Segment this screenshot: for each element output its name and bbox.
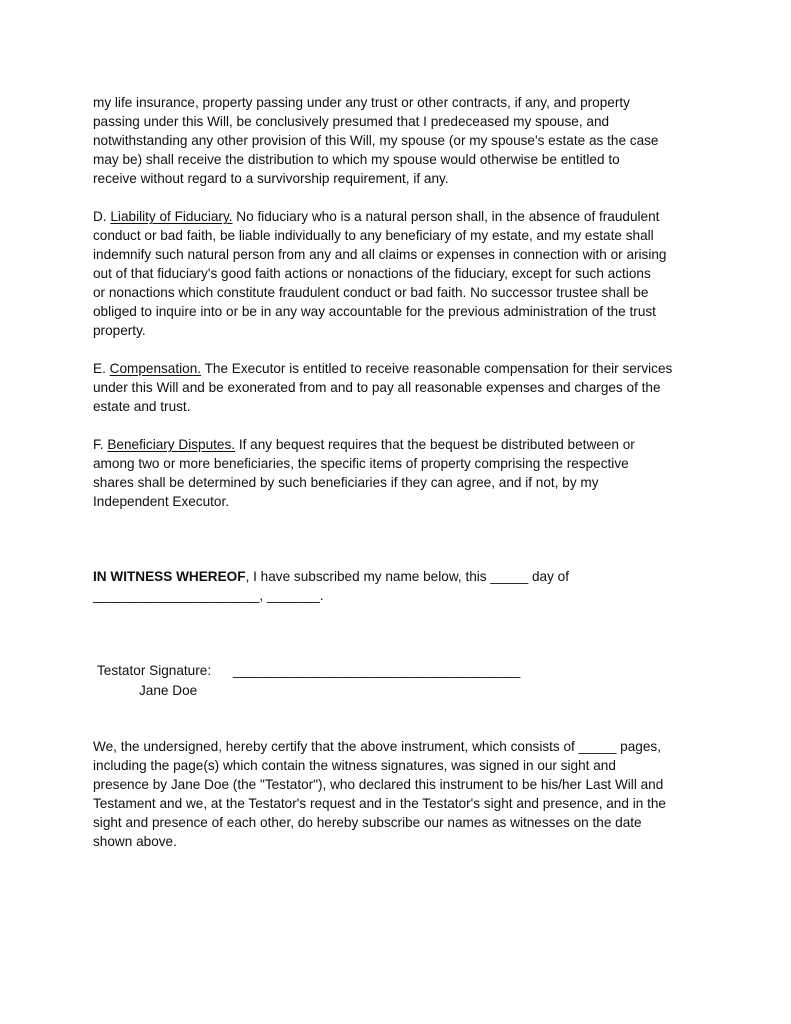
attestation-line: Testament and we, at the Testator's request and in the Testator's sight and presence, and in the [93,796,666,811]
section-e-heading: Compensation. [109,361,202,376]
section-f-prefix: F. [93,437,108,452]
paragraph-line: or nonactions which constitute fraudulent conduct or bad faith. No successor trustee shall be [93,285,649,300]
paragraph-line: Independent Executor. [93,494,230,509]
paragraph-line: conduct or bad faith, be liable individually to any beneficiary of my estate, and my estate shall [93,228,654,243]
section-e-first-line-text: The Executor is entitled to receive reasonable compensation for their services [201,361,673,376]
paragraph-line: among two or more beneficiaries, the specific items of property comprising the respective [93,456,629,471]
paragraph-line: obliged to inquire into or be in any way accountable for the previous administration of the trust [93,304,656,319]
witness-clause-bold: IN WITNESS WHEREOF [93,569,246,584]
section-e-first-line [93,360,672,379]
paragraph-line: out of that fiduciary's good faith actions or nonactions of the fiduciary, except for such actions [93,266,651,281]
section-d-heading: Liability of Fiduciary. [110,209,233,224]
paragraph-line: notwithstanding any other provision of this Will, my spouse (or my spouse's estate as the case [93,133,659,148]
section-f-heading: Beneficiary Disputes. [107,437,236,452]
section-f-first-line [93,436,635,455]
signature-line: ______________________________________ [233,663,521,678]
attestation-line: We, the undersigned, hereby certify that the above instrument, which consists of _____ pages, [93,739,661,754]
attestation-line: presence by Jane Doe (the "Testator"), who declared this instrument to be his/her Last Will and [93,777,664,792]
signer-name: Jane Doe [139,683,198,698]
paragraph-line: passing under this Will, be conclusively presumed that I predeceased my spouse, and [93,114,610,129]
section-f-first-line-text: If any bequest requires that the bequest be distributed between or [235,437,635,452]
paragraph-line: property. [93,323,146,338]
witness-date-line: ______________________, _______. [93,588,324,603]
paragraph-line: indemnify such natural person from any and all claims or expenses in connection with or arising [93,247,667,262]
attestation-line: sight and presence of each other, do hereby subscribe our names as witnesses on the date [93,815,642,830]
section-d-first-line-text: No fiduciary who is a natural person shall, in the absence of fraudulent [232,209,660,224]
attestation-line: including the page(s) which contain the witness signatures, was signed in our sight and [93,758,616,773]
section-e-prefix: E. [93,361,110,376]
witness-clause [93,568,569,587]
paragraph-line: estate and trust. [93,399,191,414]
attestation-line: shown above. [93,834,177,849]
signature-label: Testator Signature: [97,663,212,678]
section-d-prefix: D. [93,209,111,224]
paragraph-line: may be) shall receive the distribution to which my spouse would otherwise be entitled to [93,152,620,167]
paragraph-line: receive without regard to a survivorship requirement, if any. [93,171,449,186]
section-d-first-line [93,208,659,227]
paragraph-line: under this Will and be exonerated from and to pay all reasonable expenses and charges of the [93,380,661,395]
paragraph-line: my life insurance, property passing under any trust or other contracts, if any, and property [93,95,630,110]
witness-clause-text: , I have subscribed my name below, this _____ day of [245,569,569,584]
paragraph-line: shares shall be determined by such beneficiaries if they can agree, and if not, by my [93,475,599,490]
